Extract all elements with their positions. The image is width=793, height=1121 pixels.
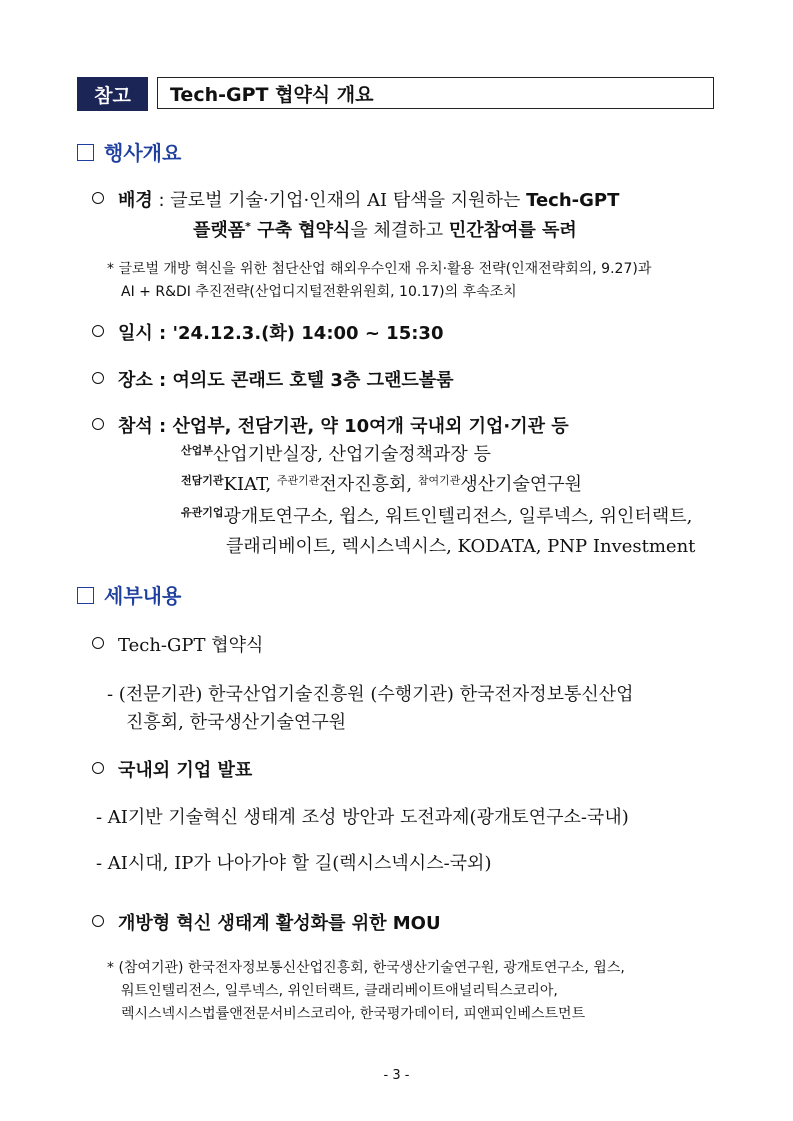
venue-row: 장소 : 여의도 콘래드 호텔 3층 그랜드볼룸	[92, 366, 454, 392]
section-heading-details	[77, 580, 181, 609]
circle-bullet-icon	[92, 637, 104, 649]
host-tag: 주관기관	[276, 474, 320, 487]
related-value-2: 클래리베이트, 렉시스넥시스, KODATA, PNP Investment	[226, 536, 696, 557]
attendees-ministry	[181, 440, 491, 466]
item1-line-1: - (전문기관) 한국산업기술진흥원 (수행기관) 한국전자정보통신산업	[107, 684, 634, 705]
related-tag: 유관기업	[181, 506, 224, 519]
agency-tag: 전담기관	[181, 474, 224, 487]
attendees-row: 참석 : 산업부, 전담기관, 약 10여개 국내외 기업·기관 등	[92, 412, 569, 438]
circle-bullet-icon	[92, 192, 104, 204]
date-value: '24.12.3.(화) 14:00 ~ 15:30	[172, 323, 444, 344]
circle-bullet-icon	[92, 418, 104, 430]
attendees-related	[181, 502, 692, 528]
item2-line-1: - AI기반 기술혁신 생태계 조성 방안과 도전과제(광개토연구소-국내)	[96, 807, 629, 828]
item-mou	[92, 909, 441, 935]
item-tech-gpt	[92, 631, 263, 657]
document-title	[157, 77, 714, 109]
section-title: 행사개요	[104, 141, 182, 165]
agency-kiat: KIAT,	[223, 474, 277, 495]
item-title: 국내외 기업 발표	[118, 760, 253, 781]
item-presentations	[92, 756, 252, 782]
section-heading-overview	[77, 137, 181, 166]
venue-value: 여의도 콘래드 호텔 3층 그랜드볼룸	[172, 370, 454, 391]
reference-badge: 참고	[77, 77, 148, 111]
mou-note-3: 렉시스넥시스법률앤전문서비스코리아, 한국평가데이터, 피앤피인베스트먼트	[121, 1006, 586, 1022]
attendees-value: 산업부, 전담기관, 약 10여개 국내외 기업·기관 등	[172, 416, 569, 437]
agency-host: 전자진흥회,	[319, 474, 418, 495]
section-title: 세부내용	[104, 584, 182, 608]
agency-participant: 생산기술연구원	[460, 474, 583, 495]
attendees-label: 참석	[118, 416, 153, 437]
circle-bullet-icon	[92, 372, 104, 384]
background-text: 글로벌 기술·기업·인재의 AI 탐색을 지원하는	[170, 190, 527, 211]
date-label: 일시	[118, 323, 153, 344]
page-number: - 3 -	[383, 1068, 410, 1083]
checkbox-square-icon	[77, 587, 94, 604]
background-row: 배경 : 글로벌 기술·기업·인재의 AI 탐색을 지원하는 Tech-GPT	[92, 186, 619, 212]
document-title-text: Tech-GPT 협약식 개요	[170, 83, 374, 106]
footnote-line-2: AI + R&DI 추진전략(산업디지털전환위원회, 10.17)의 후속조치	[121, 284, 517, 300]
background-label: 배경	[118, 190, 153, 211]
item-title: 개방형 혁신 생태계 활성화를 위한 MOU	[118, 913, 441, 934]
participation-text: 민간참여를 독려	[448, 220, 577, 241]
circle-bullet-icon	[92, 762, 104, 774]
date-row: 일시 : '24.12.3.(화) 14:00 ~ 15:30	[92, 319, 443, 345]
circle-bullet-icon	[92, 915, 104, 927]
item-title: Tech-GPT 협약식	[118, 635, 264, 656]
connector-text: 을 체결하고	[350, 220, 449, 241]
circle-bullet-icon	[92, 325, 104, 337]
ministry-tag: 산업부	[181, 444, 213, 457]
platform-text: 플랫폼	[193, 220, 246, 241]
item1-line-2: 진흥회, 한국생산기술연구원	[126, 712, 347, 733]
participant-tag: 참여기관	[417, 474, 461, 487]
footnote-marker: *	[245, 220, 251, 233]
mou-note-2: 워트인텔리전스, 일루넥스, 위인터랙트, 클래리베이트애널리틱스코리아,	[121, 983, 558, 999]
item2-line-2: - AI시대, IP가 나아가야 할 길(렉시스넥시스-국외)	[96, 853, 492, 874]
background-highlight: Tech-GPT	[526, 190, 620, 211]
footnote-line-1: * 글로벌 개방 혁신을 위한 첨단산업 해외우수인재 유치·활용 전략(인재전략회의, 9.27)과	[107, 261, 652, 277]
checkbox-square-icon	[77, 144, 94, 161]
agreement-text: 구축 협약식	[250, 220, 351, 241]
related-value-1: 광개토연구소, 윕스, 워트인텔리전스, 일루넥스, 위인터랙트,	[223, 506, 693, 527]
ministry-value: 산업기반실장, 산업기술정책과장 등	[212, 444, 491, 465]
attendees-agency	[181, 470, 582, 496]
venue-label: 장소	[118, 370, 153, 391]
background-row-2	[193, 216, 577, 242]
mou-note-1: * (참여기관) 한국전자정보통신산업진흥회, 한국생산기술연구원, 광개토연구소, 윕스,	[107, 960, 625, 976]
